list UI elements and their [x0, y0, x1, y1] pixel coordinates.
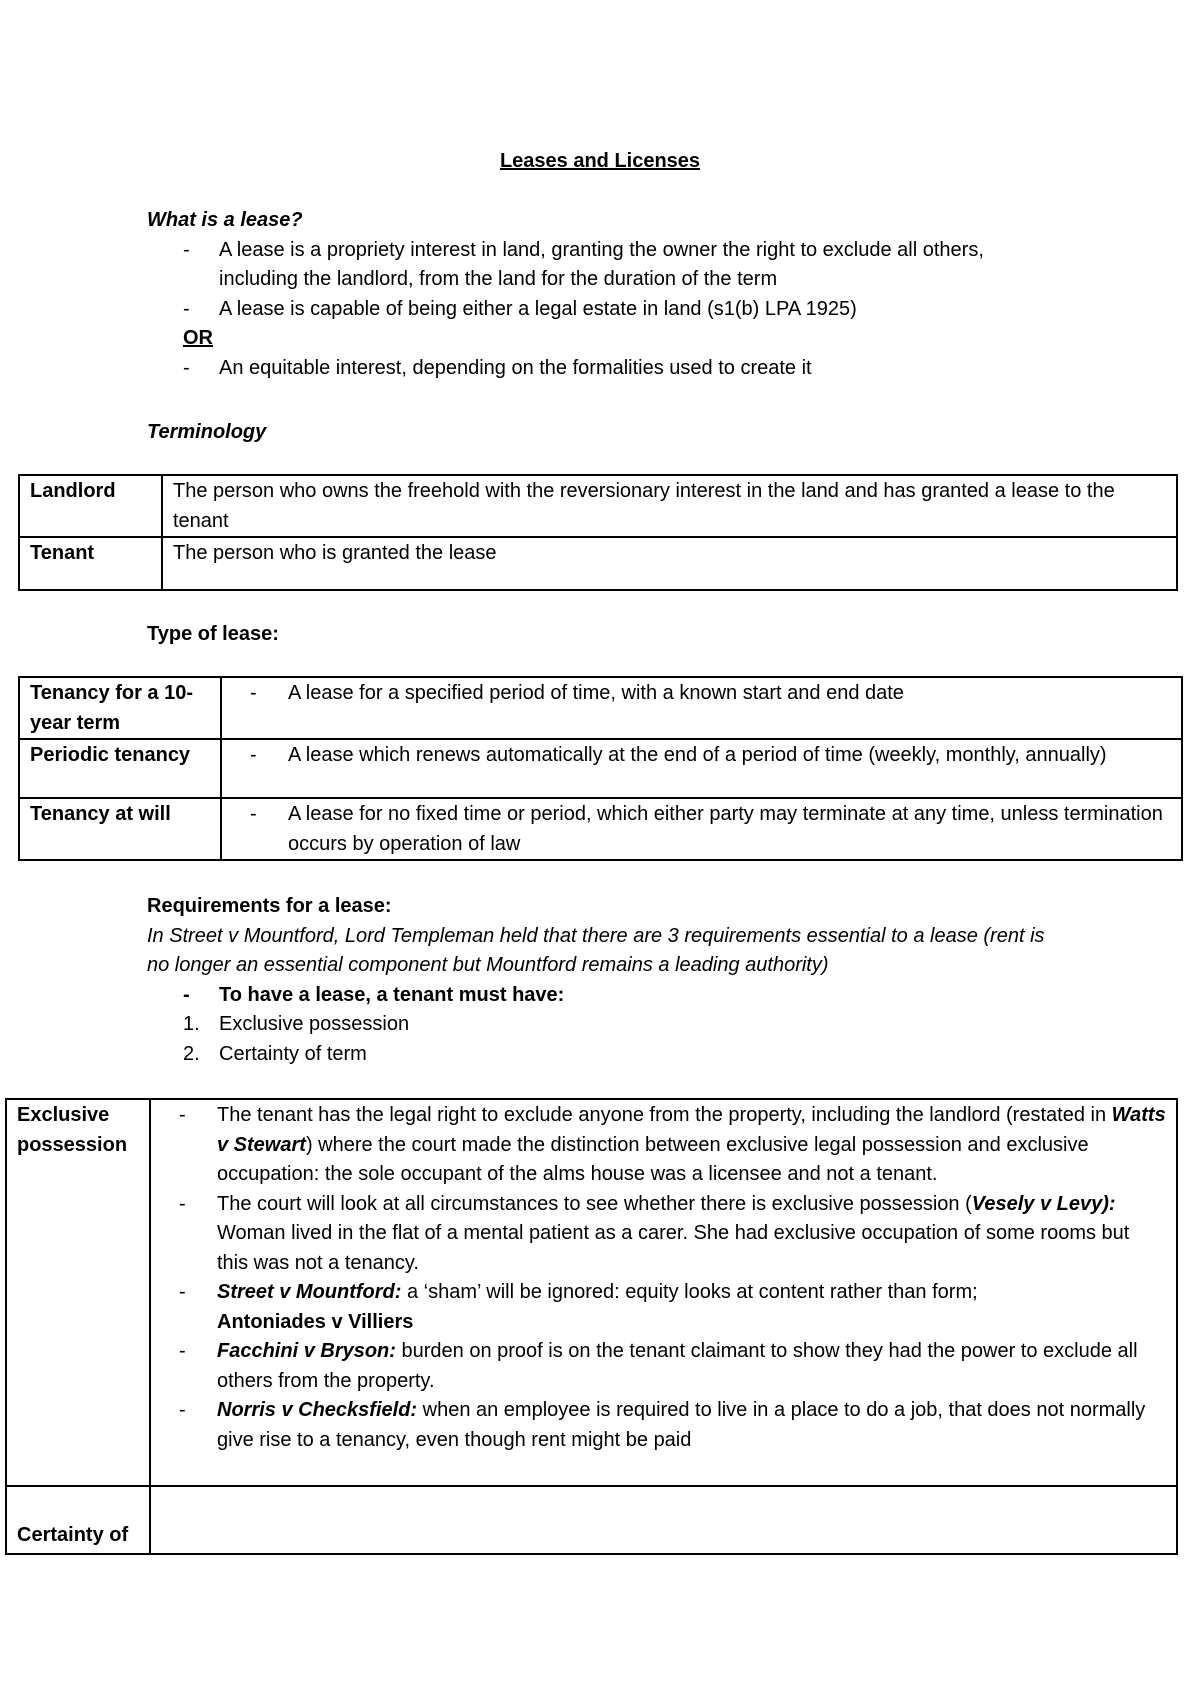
- terminology-heading: Terminology: [147, 421, 267, 443]
- lease-description-item: [232, 741, 1171, 771]
- lease-description-item: [232, 800, 1171, 859]
- detail-bullet: [161, 1278, 1166, 1337]
- detail-bullet: [161, 1190, 1166, 1279]
- case-name: Facchini v Bryson:: [217, 1340, 396, 1362]
- requirements-heading: Requirements for a lease:: [147, 895, 392, 917]
- requirement-text: Exclusive possession: [219, 1013, 410, 1035]
- table-row: [19, 739, 1182, 798]
- bullet-mark: -: [250, 803, 257, 825]
- intro-bullet-text: A lease is a propriety interest in land, granting the owner the right to exclude all others, including the landlord, from the land for the duration of the term: [219, 238, 984, 290]
- intro-bullet: [147, 354, 1047, 384]
- intro-bullet-text: A lease is capable of being either a legal estate in land (s1(b) LPA 1925): [219, 297, 857, 320]
- requirement-label-cell: Exclusive possession: [6, 1099, 150, 1486]
- bullet-mark: -: [183, 983, 190, 1006]
- requirement-detail-cell: [150, 1099, 1177, 1486]
- lease-type-cell: Tenancy for a 10-year term: [19, 677, 221, 739]
- table-row: [6, 1099, 1177, 1486]
- case-name: Watts v Stewart: [217, 1104, 1166, 1156]
- item-number: 2.: [183, 1042, 200, 1065]
- table-row: [19, 677, 1182, 739]
- bullet-mark: -: [250, 744, 257, 766]
- case-name: Street v Mountford:: [217, 1281, 402, 1303]
- bullet-mark: -: [179, 1104, 186, 1126]
- lease-types-heading: Type of lease:: [147, 623, 279, 645]
- detail-bullet: [161, 1101, 1166, 1190]
- lease-description-text: A lease for a specified period of time, with a known start and end date: [288, 682, 904, 704]
- bullet-mark: -: [179, 1281, 186, 1303]
- intro-bullet-text: An equitable interest, depending on the formalities used to create it: [219, 356, 812, 379]
- table-row: [19, 537, 1177, 590]
- intro-heading: What is a lease?: [147, 209, 303, 231]
- bullet-mark: -: [179, 1399, 186, 1421]
- lease-description-text: A lease which renews automatically at the end of a period of time (weekly, monthly, annually): [288, 744, 1107, 766]
- lease-type-cell: Tenancy at will: [19, 798, 221, 860]
- case-name: Vesely v Levy):: [971, 1192, 1116, 1215]
- case-name: Norris v Checksfield:: [217, 1399, 418, 1421]
- lease-description-cell: [221, 739, 1182, 798]
- lease-description-text: A lease for no fixed time or period, which either party may terminate at any time, unless termination occurs by operation of law: [288, 803, 1163, 855]
- lease-description-cell: [221, 677, 1182, 739]
- detail-text: ) where the court made the distinction between exclusive legal possession and exclusive occupation: the sole occupant of the alms house was a licensee and not a tenant.: [217, 1133, 1089, 1185]
- bullet-mark: -: [179, 1192, 186, 1215]
- or-line: [147, 324, 1047, 354]
- or-label: OR: [183, 327, 213, 349]
- bullet-mark: -: [250, 682, 257, 704]
- terminology-table: [18, 474, 1178, 591]
- requirement-text: Certainty of term: [219, 1042, 367, 1065]
- detail-text: a ‘sham’ will be ignored: equity looks at content rather than form;: [401, 1281, 978, 1303]
- detail-bullet: [161, 1396, 1166, 1455]
- requirements-intro: In Street v Mountford, Lord Templeman held that there are 3 requirements essential to a lease (rent is no longer an essential component but Mountford remains a leading authority): [147, 924, 1045, 976]
- intro-bullet: [147, 236, 1047, 295]
- detail-text: The tenant has the legal right to exclude anyone from the property, including the landlord (restated in: [217, 1104, 1112, 1126]
- bullet-mark: -: [183, 356, 190, 379]
- detail-text: when an employee is required to live in a place to do a job, that does not normally give rise to a tenancy, even though rent might be paid: [217, 1399, 1146, 1451]
- intro-section: [147, 206, 1047, 383]
- table-row: [6, 1486, 1177, 1554]
- table-row: [19, 798, 1182, 860]
- detail-text: burden on proof is on the tenant claimant to show they had the power to exclude all others from the property.: [217, 1340, 1138, 1392]
- lease-type-cell: Periodic tenancy: [19, 739, 221, 798]
- detail-text: The court will look at all circumstances to see whether there is exclusive possession (: [217, 1192, 972, 1215]
- term-cell: Landlord: [19, 475, 162, 537]
- definition-cell: The person who is granted the lease: [162, 537, 1177, 590]
- document-title: Leases and Licenses: [499, 150, 701, 172]
- table-row: [19, 475, 1177, 537]
- requirements-lead-text: To have a lease, a tenant must have:: [219, 983, 565, 1006]
- requirement-label-cell: Certainty of: [6, 1486, 150, 1554]
- term-cell: Tenant: [19, 537, 162, 590]
- requirements-lead: [147, 981, 1047, 1011]
- lease-types-table: [18, 676, 1183, 861]
- lease-description-item: [232, 679, 1171, 709]
- requirement-detail-cell: [150, 1486, 1177, 1554]
- bullet-mark: -: [179, 1340, 186, 1362]
- intro-bullet: [147, 295, 1047, 325]
- bullet-mark: -: [183, 297, 190, 320]
- bullet-mark: -: [183, 238, 190, 261]
- item-number: 1.: [183, 1013, 200, 1035]
- requirements-section: [147, 892, 1047, 1069]
- detail-text: Woman lived in the flat of a mental patient as a carer. She had exclusive occupation of some rooms but this was not a tenancy.: [217, 1222, 1130, 1274]
- case-name: Antoniades v Villiers: [217, 1310, 414, 1333]
- detail-bullet: [161, 1337, 1166, 1396]
- requirements-table: [5, 1098, 1178, 1555]
- requirement-item: [147, 1010, 1047, 1040]
- requirement-item: [147, 1040, 1047, 1070]
- definition-cell: The person who owns the freehold with the reversionary interest in the land and has granted a lease to the tenant: [162, 475, 1177, 537]
- lease-description-cell: [221, 798, 1182, 860]
